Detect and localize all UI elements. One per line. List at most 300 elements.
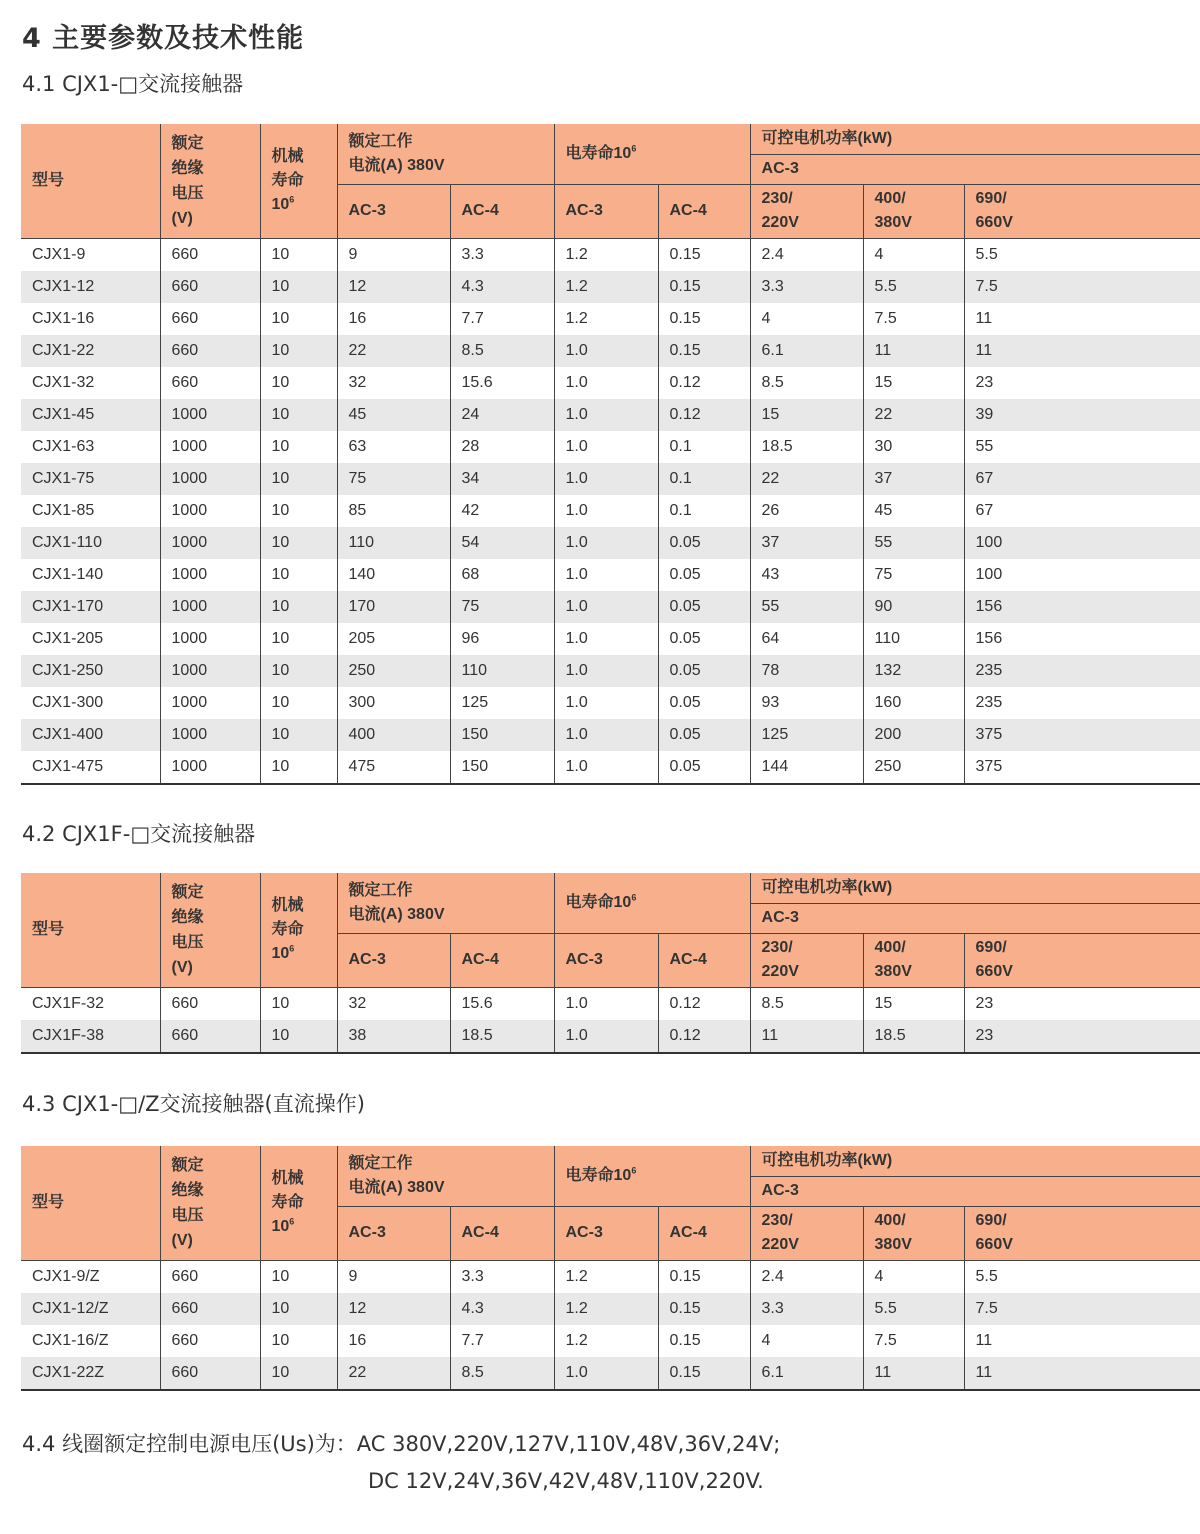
table-row: [21, 431, 1200, 463]
table-cell: 3.3: [750, 271, 863, 303]
table-cell: 1.0: [554, 1357, 658, 1390]
table-cell: CJX1-9/Z: [21, 1260, 160, 1293]
table-cell: 10: [260, 431, 337, 463]
table-cell: 10: [260, 238, 337, 271]
col-life-ac3: AC-3: [554, 933, 658, 987]
table-cell: 43: [750, 559, 863, 591]
table-cell: CJX1-400: [21, 719, 160, 751]
table-cell: 24: [450, 399, 554, 431]
table-cell: 1000: [160, 495, 260, 527]
table-cell: 660: [160, 335, 260, 367]
table-cell: 39: [964, 399, 1200, 431]
table-cell: 0.05: [658, 559, 750, 591]
table-cell: 1000: [160, 687, 260, 719]
table-row: [21, 591, 1200, 623]
col-power-690: 690/ 660V: [964, 184, 1200, 238]
insulation-line: 额定: [171, 1156, 204, 1174]
table-cell: 96: [450, 623, 554, 655]
table-cell: 0.1: [658, 495, 750, 527]
table-cell: 55: [750, 591, 863, 623]
col-current-ac3: AC-3: [337, 1206, 450, 1260]
table-cell: 22: [337, 1357, 450, 1390]
table-cell: 10: [260, 1020, 337, 1053]
col-motor-power: 可控电机功率(kW): [750, 124, 1200, 154]
table-cell: 15.6: [450, 367, 554, 399]
table-cell: 22: [750, 463, 863, 495]
table-cell: 1.0: [554, 335, 658, 367]
table-cell: 75: [337, 463, 450, 495]
table-cell: 93: [750, 687, 863, 719]
table-cell: 10: [260, 687, 337, 719]
table-cell: CJX1-85: [21, 495, 160, 527]
table-cell: 2.4: [750, 238, 863, 271]
table-cell: 0.05: [658, 623, 750, 655]
col-current-ac3: AC-3: [337, 184, 450, 238]
col-current-ac3: AC-3: [337, 933, 450, 987]
table-cell: 6.1: [750, 335, 863, 367]
table-cell: 10: [260, 463, 337, 495]
insulation-line: 电压: [171, 1206, 204, 1224]
table-cell: 18.5: [750, 431, 863, 463]
table-cell: 475: [337, 751, 450, 784]
table-cell: 375: [964, 751, 1200, 784]
table-cell: 34: [450, 463, 554, 495]
table-row: [21, 1325, 1200, 1357]
table-cell: 5.5: [975, 1267, 998, 1285]
table-row: [21, 335, 1200, 367]
table-cell: 6.1: [750, 1357, 863, 1390]
table-cell: 1.2: [554, 1293, 658, 1325]
table-cell: CJX1-300: [21, 687, 160, 719]
spec-table-cjx1: [21, 124, 1200, 785]
table-cell: 5.5: [863, 1293, 964, 1325]
table-cell: 90: [863, 591, 964, 623]
table-cell: 660: [160, 367, 260, 399]
table-cell: 23: [975, 373, 994, 391]
table-row: [21, 238, 1200, 271]
table-cell: 15: [750, 399, 863, 431]
table-cell: CJX1-63: [21, 431, 160, 463]
table-cell: 7.5: [964, 1293, 1200, 1325]
col-current-ac4: AC-4: [450, 1206, 554, 1260]
table-cell: 100: [975, 565, 1003, 583]
table-cell: CJX1-16: [21, 303, 160, 335]
table-cell: 1.0: [554, 987, 658, 1020]
table-cell: 0.15: [658, 1357, 750, 1390]
table-cell: 11: [863, 1357, 964, 1390]
table-cell: 170: [337, 591, 450, 623]
table-cell: 1000: [160, 463, 260, 495]
insulation-line: 绝缘: [171, 1181, 204, 1199]
coil-voltage-note-ac: 4.4 线圈额定控制电源电压(Us)为：AC 380V,220V,127V,110V,48V,36V,24V;: [22, 1432, 781, 1456]
table-cell: 0.05: [658, 751, 750, 784]
table-row: [21, 399, 1200, 431]
table-cell: 15: [863, 367, 964, 399]
table-cell: 45: [337, 399, 450, 431]
table-cell: CJX1-140: [21, 559, 160, 591]
table-cell: 2.4: [750, 1260, 863, 1293]
table-cell: 23: [964, 1020, 1200, 1053]
table-cell: 0.15: [658, 303, 750, 335]
col-model: 型号: [21, 873, 160, 987]
table-cell: 7.7: [450, 1325, 554, 1357]
insulation-line: 额定: [171, 134, 204, 152]
table-cell: 0.15: [658, 335, 750, 367]
table-row: [21, 655, 1200, 687]
table-cell: 4: [863, 1260, 964, 1293]
table-cell: 3.3: [450, 1260, 554, 1293]
table-cell: 7.5: [964, 271, 1200, 303]
table-cell: 0.15: [658, 1260, 750, 1293]
table-row: [21, 271, 1200, 303]
table-cell: 132: [863, 655, 964, 687]
insulation-line: 绝缘: [171, 908, 204, 926]
table-cell: 10: [260, 271, 337, 303]
table-cell: 10: [260, 399, 337, 431]
table-cell: 100: [964, 527, 1200, 559]
table-cell: 10: [260, 495, 337, 527]
table-cell: 55: [975, 437, 994, 455]
col-life-ac4: AC-4: [658, 184, 750, 238]
section-title-4-1: 4.1 CJX1-□交流接触器: [22, 72, 244, 96]
table-cell: 26: [750, 495, 863, 527]
table-cell: CJX1-9: [21, 238, 160, 271]
table-row: [21, 687, 1200, 719]
table-cell: 1.0: [554, 559, 658, 591]
table-row: [21, 527, 1200, 559]
col-insulation-voltage: [160, 124, 260, 238]
table-cell: 11: [750, 1020, 863, 1053]
table-cell: 9: [337, 1260, 450, 1293]
table-cell: 1.0: [554, 527, 658, 559]
table-cell: 0.12: [658, 367, 750, 399]
table-cell: CJX1-45: [21, 399, 160, 431]
table-cell: 1.0: [554, 463, 658, 495]
table-cell: 150: [450, 751, 554, 784]
table-cell: 1.0: [554, 495, 658, 527]
table-cell: 0.05: [658, 527, 750, 559]
table-cell: 1.0: [554, 751, 658, 784]
table-cell: 5.5: [863, 271, 964, 303]
table-cell: 125: [450, 687, 554, 719]
table-cell: 10: [260, 367, 337, 399]
col-mech-life: 机械 寿命 $10^6$: [260, 1146, 337, 1260]
table-cell: 160: [863, 687, 964, 719]
table-cell: 10: [260, 655, 337, 687]
insulation-line: 电压: [171, 933, 204, 951]
table-cell: 45: [863, 495, 964, 527]
col-power-230: 230/ 220V: [750, 1206, 863, 1260]
table-cell: 8.5: [750, 367, 863, 399]
table-cell: 15.6: [450, 987, 554, 1020]
table-cell: 0.12: [658, 399, 750, 431]
table-cell: 12: [337, 1293, 450, 1325]
table-cell: 1000: [160, 399, 260, 431]
table-cell: 200: [863, 719, 964, 751]
table-cell: 10: [260, 591, 337, 623]
table-cell: 1.0: [554, 719, 658, 751]
table-cell: 55: [863, 527, 964, 559]
col-motor-power: 可控电机功率(kW): [750, 1146, 1200, 1176]
col-life-ac4: AC-4: [658, 933, 750, 987]
table-cell: 0.05: [658, 591, 750, 623]
table-cell: 0.12: [658, 987, 750, 1020]
table-row: [21, 719, 1200, 751]
table-cell: 4: [863, 238, 964, 271]
col-insulation-voltage: [160, 873, 260, 987]
table-cell: 10: [260, 335, 337, 367]
table-cell: 32: [337, 367, 450, 399]
col-power-400: 400/ 380V: [863, 1206, 964, 1260]
table-cell: 37: [750, 527, 863, 559]
table-cell: CJX1-12: [21, 271, 160, 303]
table-cell: 75: [863, 559, 964, 591]
table-cell: CJX1-475: [21, 751, 160, 784]
table-cell: 10: [260, 987, 337, 1020]
table-row: [21, 367, 1200, 399]
table-cell: 38: [337, 1020, 450, 1053]
table-cell: 1.0: [554, 591, 658, 623]
col-motor-ac3: AC-3: [750, 1176, 1200, 1206]
table-cell: 10: [260, 1325, 337, 1357]
table-cell: CJX1-250: [21, 655, 160, 687]
table-cell: 0.15: [658, 238, 750, 271]
table-row: [21, 623, 1200, 655]
table-cell: 400: [337, 719, 450, 751]
table-row: [21, 1293, 1200, 1325]
table-row: [21, 1260, 1200, 1293]
table-row: [21, 463, 1200, 495]
table-cell: CJX1-32: [21, 367, 160, 399]
table-cell: 1.0: [554, 399, 658, 431]
table-cell: CJX1-16/Z: [21, 1325, 160, 1357]
table-cell: 1.2: [554, 271, 658, 303]
table-cell: 0.12: [658, 1020, 750, 1053]
table-cell: CJX1-22: [21, 335, 160, 367]
table-cell: 660: [160, 271, 260, 303]
table-cell: 0.05: [658, 719, 750, 751]
table-row: [21, 495, 1200, 527]
table-cell: 63: [337, 431, 450, 463]
table-cell: 4.3: [450, 271, 554, 303]
table-cell: 0.1: [658, 431, 750, 463]
table-cell: 10: [260, 623, 337, 655]
spec-table-cjx1f: [21, 873, 1200, 1054]
table-cell: 23: [975, 994, 994, 1012]
table-cell: 0.05: [658, 687, 750, 719]
table-cell: CJX1-110: [21, 527, 160, 559]
table-cell: 10: [260, 751, 337, 784]
table-cell: 16: [337, 1325, 450, 1357]
table-cell: 75: [450, 591, 554, 623]
table-cell: 8.5: [450, 335, 554, 367]
table-cell: 42: [450, 495, 554, 527]
coil-voltage-note-dc: DC 12V,24V,36V,42V,48V,110V,220V.: [368, 1469, 764, 1493]
table-cell: 0.05: [658, 655, 750, 687]
table-cell: 85: [337, 495, 450, 527]
table-cell: 1000: [160, 431, 260, 463]
table-cell: 11: [975, 1331, 993, 1349]
col-current-ac4: AC-4: [450, 933, 554, 987]
table-cell: 1000: [160, 527, 260, 559]
table-cell: 22: [337, 335, 450, 367]
table-cell: 4: [750, 303, 863, 335]
table-cell: 250: [863, 751, 964, 784]
table-cell: 660: [160, 1357, 260, 1390]
col-rated-current: 额定工作 电流(A) 380V: [337, 1146, 554, 1206]
col-life-ac4: AC-4: [658, 1206, 750, 1260]
table-cell: 1.2: [554, 303, 658, 335]
table-cell: 0.15: [658, 271, 750, 303]
table-cell: 9: [337, 238, 450, 271]
table-cell: 1.0: [554, 431, 658, 463]
table-cell: 1000: [160, 719, 260, 751]
table-cell: CJX1-75: [21, 463, 160, 495]
spec-table-cjx1-z: [21, 1146, 1200, 1391]
insulation-line: (V): [171, 209, 193, 227]
table-cell: 156: [964, 591, 1200, 623]
table-cell: CJX1F-32: [21, 987, 160, 1020]
table-cell: 7.5: [863, 1325, 964, 1357]
table-cell: 660: [160, 1325, 260, 1357]
table-cell: 660: [160, 1020, 260, 1053]
table-cell: 30: [863, 431, 964, 463]
table-cell: 250: [337, 655, 450, 687]
table-cell: 300: [337, 687, 450, 719]
col-power-690: 690/ 660V: [964, 1206, 1200, 1260]
table-cell: 18.5: [450, 1020, 554, 1053]
col-rated-current: 额定工作 电流(A) 380V: [337, 873, 554, 933]
table-cell: 1.0: [554, 655, 658, 687]
col-motor-power: 可控电机功率(kW): [750, 873, 1200, 903]
col-model: 型号: [21, 124, 160, 238]
page-heading: 4 主要参数及技术性能: [22, 23, 305, 54]
table-cell: 1000: [160, 623, 260, 655]
table-cell: 375: [964, 719, 1200, 751]
table-cell: 144: [750, 751, 863, 784]
table-cell: 67: [975, 501, 994, 519]
insulation-line: (V): [171, 958, 193, 976]
table-row: [21, 1020, 1200, 1053]
table-cell: 0.1: [658, 463, 750, 495]
table-cell: 110: [337, 527, 450, 559]
table-cell: 1000: [160, 591, 260, 623]
table-cell: CJX1-22Z: [21, 1357, 160, 1390]
table-cell: 11: [964, 1357, 1200, 1390]
table-cell: 1.0: [554, 623, 658, 655]
table-cell: 12: [337, 271, 450, 303]
table-cell: 11: [975, 309, 993, 327]
table-cell: 1.2: [554, 238, 658, 271]
table-cell: 1.2: [554, 1260, 658, 1293]
table-cell: 22: [863, 399, 964, 431]
table-cell: 8.5: [750, 987, 863, 1020]
table-cell: 10: [260, 559, 337, 591]
table-cell: 15: [863, 987, 964, 1020]
table-cell: CJX1-170: [21, 591, 160, 623]
table-cell: 4: [750, 1325, 863, 1357]
insulation-line: 绝缘: [171, 159, 204, 177]
table-cell: 125: [750, 719, 863, 751]
table-cell: 4.3: [450, 1293, 554, 1325]
col-rated-current: 额定工作 电流(A) 380V: [337, 124, 554, 184]
table-cell: 660: [160, 1293, 260, 1325]
table-cell: 156: [975, 629, 1003, 647]
table-cell: 37: [863, 463, 964, 495]
table-cell: 10: [260, 1260, 337, 1293]
table-cell: 10: [260, 1357, 337, 1390]
table-cell: 1000: [160, 751, 260, 784]
table-row: [21, 1357, 1200, 1390]
table-cell: CJX1F-38: [21, 1020, 160, 1053]
table-cell: CJX1-12/Z: [21, 1293, 160, 1325]
table-cell: 16: [337, 303, 450, 335]
table-cell: 235: [964, 655, 1200, 687]
table-cell: 10: [260, 303, 337, 335]
table-cell: 1.0: [554, 1020, 658, 1053]
insulation-line: 额定: [171, 883, 204, 901]
table-cell: 660: [160, 303, 260, 335]
table-cell: 54: [450, 527, 554, 559]
table-row: [21, 559, 1200, 591]
col-power-400: 400/ 380V: [863, 184, 964, 238]
table-cell: 1000: [160, 559, 260, 591]
col-power-400: 400/ 380V: [863, 933, 964, 987]
col-power-230: 230/ 220V: [750, 933, 863, 987]
table-cell: 10: [260, 527, 337, 559]
col-motor-ac3: AC-3: [750, 154, 1200, 184]
table-row: [21, 751, 1200, 784]
table-cell: 3.3: [750, 1293, 863, 1325]
col-elec-life: 电寿命$10^6$: [554, 873, 750, 933]
table-cell: 0.15: [658, 1325, 750, 1357]
col-life-ac3: AC-3: [554, 1206, 658, 1260]
table-cell: 68: [450, 559, 554, 591]
col-current-ac4: AC-4: [450, 184, 554, 238]
col-power-690: 690/ 660V: [964, 933, 1200, 987]
table-cell: CJX1-205: [21, 623, 160, 655]
table-cell: 8.5: [450, 1357, 554, 1390]
table-cell: 110: [450, 655, 554, 687]
table-cell: 11: [863, 335, 964, 367]
col-mech-life: 机械 寿命 $10^6$: [260, 873, 337, 987]
table-cell: 18.5: [863, 1020, 964, 1053]
table-cell: 205: [337, 623, 450, 655]
table-cell: 32: [337, 987, 450, 1020]
table-cell: 10: [260, 719, 337, 751]
table-cell: 67: [964, 463, 1200, 495]
table-cell: 1.0: [554, 367, 658, 399]
col-model: 型号: [21, 1146, 160, 1260]
table-cell: 1000: [160, 655, 260, 687]
section-title-4-2: 4.2 CJX1F-□交流接触器: [22, 822, 256, 846]
table-cell: 1.0: [554, 687, 658, 719]
section-title-4-3: 4.3 CJX1-□/Z交流接触器(直流操作): [22, 1092, 365, 1116]
col-life-ac3: AC-3: [554, 184, 658, 238]
table-cell: 3.3: [450, 238, 554, 271]
insulation-line: 电压: [171, 184, 204, 202]
table-cell: 7.5: [863, 303, 964, 335]
col-insulation-voltage: [160, 1146, 260, 1260]
table-cell: 28: [450, 431, 554, 463]
table-cell: 5.5: [975, 245, 998, 263]
table-cell: 660: [160, 1260, 260, 1293]
table-cell: 0.15: [658, 1293, 750, 1325]
table-cell: 78: [750, 655, 863, 687]
table-cell: 660: [160, 238, 260, 271]
table-row: [21, 987, 1200, 1020]
insulation-line: (V): [171, 1231, 193, 1249]
